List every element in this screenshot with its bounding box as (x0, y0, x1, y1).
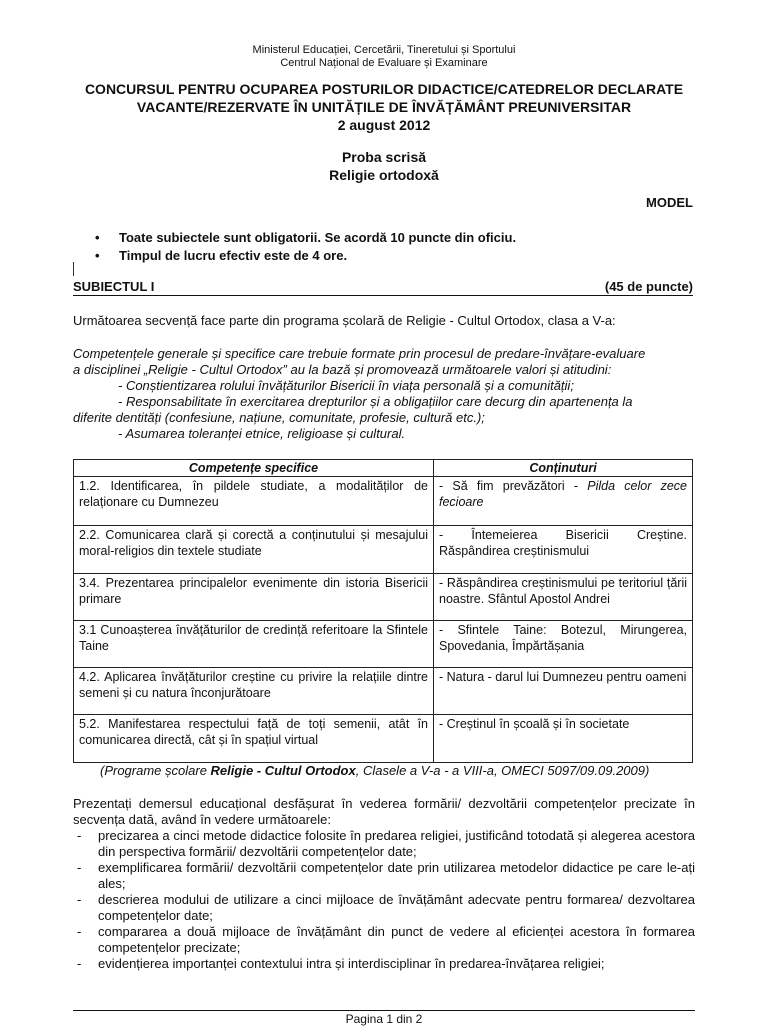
text-cursor (73, 262, 74, 276)
proba-block (0, 148, 768, 184)
exam-date: 2 august 2012 (337, 117, 431, 133)
instruction-item: • Toate subiectele sunt obligatorii. Se acordă 10 puncte din oficiu. (95, 229, 516, 247)
cell-continut: - Răspândirea creștinismului pe teritoriul țării noastre. Sfântul Apostol Andrei (434, 574, 693, 621)
document-header (0, 44, 768, 70)
title-line-1: CONCURSUL PENTRU OCUPAREA POSTURILOR DIDACTICE/CATEDRELOR DECLARATE (84, 81, 684, 97)
cell-continut: - Natura - darul lui Dumnezeu pentru oameni (434, 668, 693, 715)
demers-item: - evidențierea importanței contextului intra și interdisciplinar în predarea-învățarea religiei; (73, 956, 695, 972)
competente-item: - Asumarea toleranței etnice, religioase și cultural. (118, 426, 406, 441)
ministry-name: Ministerul Educației, Cercetării, Tineretului și Sportului (252, 44, 516, 56)
source-citation (100, 763, 649, 778)
footer-divider (73, 1010, 695, 1011)
source-pre: (Programe școlare (100, 763, 211, 778)
demers-item: - precizarea a cinci metode didactice folosite în predarea religiei, justificând totodată și alegerea acestora din perspectiva formării/ dezvoltării competențelor date; (73, 828, 695, 860)
cell-continut: - Sfintele Taine: Botezul, Mirungerea, Spovedania, Împărtășania (434, 621, 693, 668)
proba-subject: Religie ortodoxă (329, 167, 439, 183)
demers-lead: Prezentați demersul educațional desfășurat în vederea formării/ dezvoltării competențelor precizate în secvența dată, având în vedere următoarele: (73, 796, 695, 827)
cell-competenta: 3.4. Prezentarea principalelor evenimente din istoria Bisericii primare (74, 574, 434, 621)
header-competente: Competențe specifice (74, 460, 434, 477)
cell-competenta: 4.2. Aplicarea învățăturilor creștine cu privire la relațiile dintre semeni și cu natura înconjurătoare (74, 668, 434, 715)
demers-item: - exemplificarea formării/ dezvoltării competențelor date prin utilizarea metodelor didactice pe care le-ați ales; (73, 860, 695, 892)
table-row (74, 526, 693, 574)
page-number: Pagina 1 din 2 (345, 1012, 423, 1026)
model-label: MODEL (646, 195, 693, 210)
continut-text: - Să fim prevăzători - (439, 479, 588, 493)
table-row (74, 715, 693, 763)
subiect-points: (45 de puncte) (604, 279, 693, 294)
table-row (74, 621, 693, 668)
competente-item-cont: diferite dentități (confesiune, națiune, comunitate, profesie, cultură etc.); (73, 410, 485, 425)
competente-lead-2: a disciplinei „Religie - Cultul Ortodox” au la bază și promovează următoarele valori și atitudini: (73, 362, 612, 377)
competente-item: - Responsabilitate în exercitarea drepturilor și a obligațiilor care decurg din apartenența la (118, 394, 633, 409)
competente-item: - Conștientizarea rolului învățăturilor Bisericii în viața personală și a comunității; (118, 378, 574, 393)
table-row (74, 574, 693, 621)
instruction-item: • Timpul de lucru efectiv este de 4 ore. (95, 247, 516, 265)
cell-competenta: 1.2. Identificarea, în pildele studiate, a modalităților de relaționare cu Dumnezeu (74, 477, 434, 526)
instructions-list (95, 229, 516, 265)
cell-competenta: 2.2. Comunicarea clară și corectă a conținutului și mesajului moral-religios din textele studiate (74, 526, 434, 574)
cell-competenta: 3.1 Cunoașterea învățăturilor de credință referitoare la Sfintele Taine (74, 621, 434, 668)
competente-lead-1: Competențele generale și specifice care trebuie formate prin procesul de predare-învățare-evaluare (73, 346, 646, 361)
source-title: Religie - Cultul Ortodox (210, 763, 356, 778)
source-post: , Clasele a V-a - a VIII-a, OMECI 5097/09.09.2009) (355, 763, 650, 778)
proba-label: Proba scrisă (341, 149, 427, 165)
cell-continut (434, 477, 693, 526)
cell-continut: - Creștinul în școală și în societate (434, 715, 693, 763)
continut-italic: Pilda celor zece fecioare (439, 479, 687, 509)
competente-general (73, 346, 698, 442)
subiect-heading (73, 279, 693, 296)
exam-title (60, 80, 708, 134)
cell-competenta: 5.2. Manifestarea respectului față de toți semenii, atât în comunicarea directă, cât și în spațiul virtual (74, 715, 434, 763)
intro-text: Următoarea secvență face parte din programa școlară de Religie - Cultul Ortodox, clasa a V-a: (73, 313, 616, 328)
title-line-2: VACANTE/REZERVATE ÎN UNITĂȚILE DE ÎNVĂȚĂMÂNT PREUNIVERSITAR (136, 99, 632, 115)
competente-table (73, 459, 693, 763)
subiect-label: SUBIECTUL I (73, 279, 155, 294)
demers-list (73, 828, 695, 972)
header-continuturi: Conținuturi (434, 460, 693, 477)
table-header-row (74, 460, 693, 477)
cell-continut: - Întemeierea Bisericii Creștine. Răspândirea creștinismului (434, 526, 693, 574)
table-row (74, 668, 693, 715)
center-name: Centrul Național de Evaluare și Examinare (280, 57, 488, 69)
demers-item: - descrierea modului de utilizare a cinci mijloace de învățământ adecvate pentru formarea/ dezvoltarea competențelor date; (73, 892, 695, 924)
demers-item: - compararea a două mijloace de învățământ din punct de vedere al eficienței acestora în formarea competențelor precizate; (73, 924, 695, 956)
demers-block (73, 796, 695, 972)
table-row (74, 477, 693, 526)
